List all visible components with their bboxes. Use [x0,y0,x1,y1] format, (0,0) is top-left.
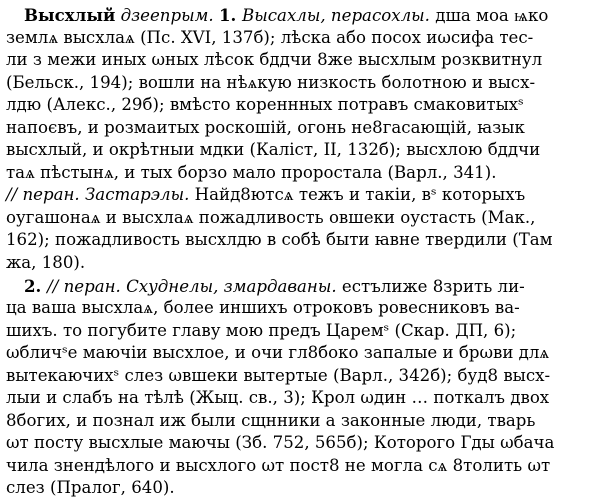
text-line [6,342,596,365]
text-line [6,184,596,207]
text-line [6,387,596,410]
text-line [6,297,596,320]
citation-text: ωбличˢе маючіи высхлое, и очи гл8боко запалые и брωви длѧ [6,343,550,363]
text-line [6,4,596,27]
citation-text: ωт посту высхлые маючы (Зб. 752, 565б); Которого Гды ωбача [6,433,555,453]
citation-text: (Бельск., 194); вошли на нѣѧкую низкость болотною и высх- [6,72,536,92]
gloss-text: // перан. Застарэлы. [6,185,190,205]
text-line [6,410,596,433]
citation-text: землѧ высхлаѧ (Пс. XVI, 137б); лѣска або посох иωсифа тес- [6,27,534,47]
gloss-text: // перан. Схуднелы, змардаваны. [47,276,337,296]
text-line [6,72,596,95]
text-line [6,49,596,72]
headword-text: 2. [24,275,48,296]
text-line [6,320,596,343]
text-line [6,229,596,252]
citation-text: жа, 180). [6,253,86,273]
citation-text: чила знендѣлого и высхлого ωт пост8 не могла сѧ 8толить ωт [6,455,551,475]
citation-text: таѧ пѣстынѧ, и тых борзо мало проростала (Варл., 341). [6,162,497,182]
citation-text: вытекаючихˢ слез ωвшеки вытертые (Варл., 342б); буд8 высх- [6,365,551,385]
citation-text: Найд8ютсѧ тежъ и такіи, вˢ которыхъ [189,185,526,205]
text-line [6,117,596,140]
citation-text: напоєвъ, и розмаитых роскошій, огонь не8гасающій, ꙗзык [6,117,525,137]
citation-text: шихъ. то погубите главу мою предъ Царемˢ (Скар. ДП, 6); [6,320,517,340]
text-line [6,162,596,185]
citation-text: ца ваша высхлаѧ, более иншихъ отроковъ ровесниковъ ва- [6,298,520,318]
text-line [6,477,596,500]
headword-text: 1. [218,5,243,25]
citation-text: высхлый, и окрѣтныи мдки (Каліст, II, 132б); высхлою бддчи [6,140,541,160]
gloss-text: дзеeпрым. [115,6,219,25]
citation-text: естълиже 8зрить ли- [336,276,525,296]
gloss-text: Высахлы, перасохлы. [242,6,430,25]
text-line [6,455,596,478]
text-line [6,365,596,388]
text-line [6,432,596,455]
text-line [6,94,596,117]
citation-text: лдю (Алекс., 29б); вмѣсто кореннных потравъ смаковитыхˢ [6,95,524,115]
citation-text: лыи и слабъ на тѣлѣ (Жыц. св., 3); Крол ωдин … поткалъ двох [6,388,550,408]
text-line [6,207,596,230]
text-line [6,139,596,162]
dictionary-entry [6,4,596,498]
citation-text: 8богих, и познал иж были сщнники а законные люди, тварь [6,410,536,430]
headword-text: Высхлый [24,5,116,25]
citation-text: оугашонаѧ и высхлаѧ пожадливость овшеки оустасть (Мак., [6,207,536,227]
citation-text: дша моа ѩко [429,6,549,25]
citation-text: слез (Пралог, 640). [6,478,175,498]
citation-text: ли з межи иных ωных лѣсок бддчи 8же высхлым розквитнул [6,50,543,70]
text-line [6,27,596,50]
citation-text: 162); пожадливость высхлдю в собѣ быти ꙗвне твердили (Там [6,230,553,250]
text-line [6,252,596,275]
text-line [6,275,596,298]
